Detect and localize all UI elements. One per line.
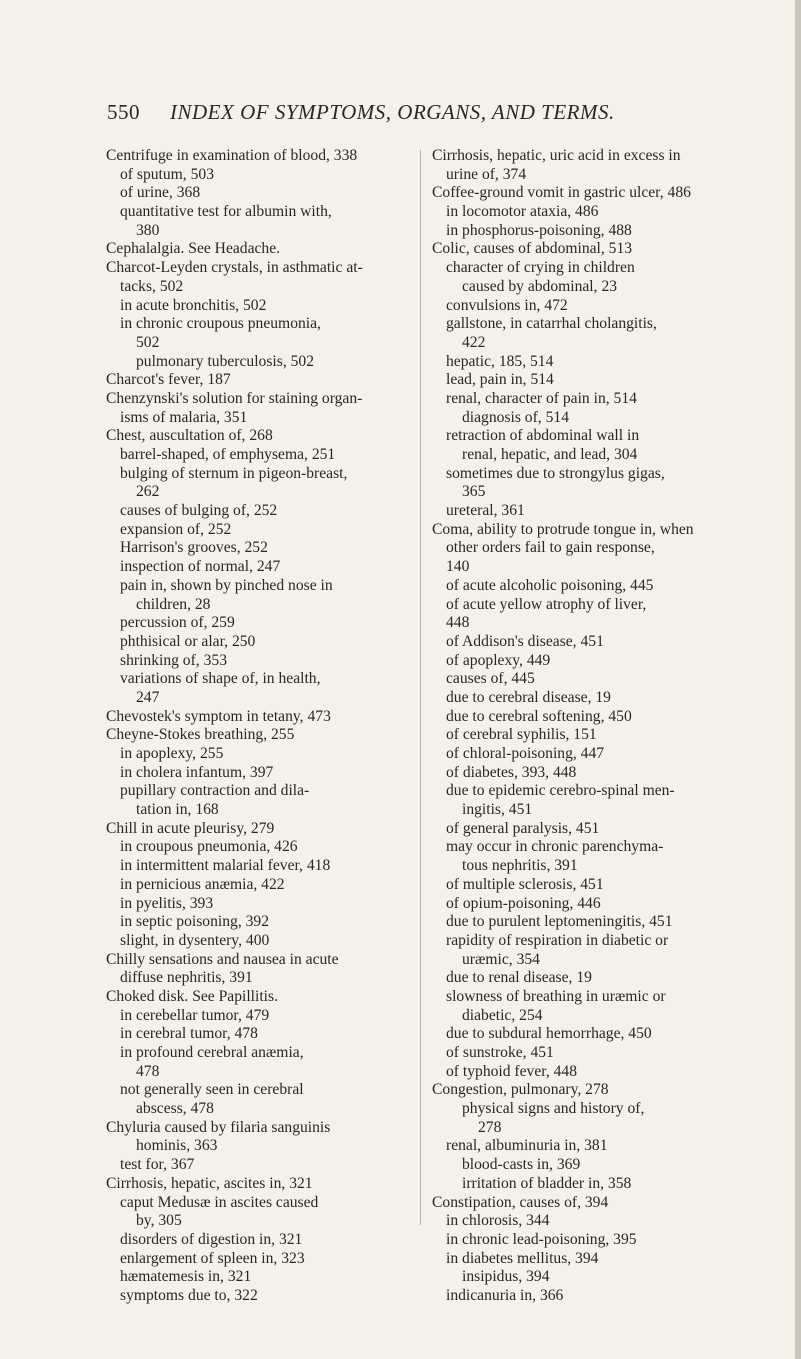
index-entry: Cheyne-Stokes breathing, 255: [106, 726, 295, 744]
index-entry: enlargement of spleen in, 323: [120, 1249, 305, 1267]
index-entry: 247: [136, 688, 160, 706]
index-entry: due to renal disease, 19: [446, 969, 592, 987]
index-entry: in cerebellar tumor, 479: [120, 1006, 270, 1024]
index-entry: abscess, 478: [136, 1100, 214, 1118]
index-entry: bulging of sternum in pigeon-breast,: [120, 464, 348, 482]
index-entry: 422: [462, 333, 486, 351]
index-entry: Chill in acute pleurisy, 279: [106, 819, 275, 837]
index-entry: ingitis, 451: [462, 801, 533, 819]
index-entry: of diabetes, 393, 448: [446, 763, 577, 781]
index-entry: of cerebral syphilis, 151: [446, 726, 597, 744]
index-entry: due to subdural hemorrhage, 450: [446, 1025, 652, 1043]
index-entry: by, 305: [136, 1212, 182, 1230]
index-entry: hæmatemesis in, 321: [120, 1268, 252, 1286]
index-entry: diffuse nephritis, 391: [120, 969, 253, 987]
index-entry: of sputum, 503: [120, 165, 214, 183]
index-entry: Coffee-ground vomit in gastric ulcer, 486: [432, 184, 691, 202]
index-entry: of multiple sclerosis, 451: [446, 875, 604, 893]
index-entry: rapidity of respiration in diabetic or: [446, 931, 669, 949]
index-entry: in pernicious anæmia, 422: [120, 875, 285, 893]
index-entry: hepatic, 185, 514: [446, 352, 554, 370]
index-entry: diagnosis of, 514: [462, 408, 569, 426]
index-entry: of sunstroke, 451: [446, 1044, 554, 1061]
index-entry: in cerebral tumor, 478: [120, 1025, 258, 1043]
index-entry: quantitative test for albumin with,: [120, 203, 332, 221]
index-entry: children, 28: [136, 595, 211, 613]
index-entry: Constipation, causes of, 394: [432, 1193, 609, 1211]
index-entry: pupillary contraction and dila-: [120, 782, 310, 800]
index-entry: slight, in dysentery, 400: [120, 931, 270, 949]
index-entry: uræmic, 354: [462, 950, 540, 968]
index-entry: Colic, causes of abdominal, 513: [432, 240, 633, 258]
index-entry: Charcot's fever, 187: [106, 371, 231, 389]
index-entry: physical signs and history of,: [462, 1100, 645, 1118]
index-entry: percussion of, 259: [120, 614, 235, 632]
index-entry: caput Medusæ in ascites caused: [120, 1193, 319, 1211]
index-entry: 365: [462, 483, 486, 501]
index-entry: due to epidemic cerebro-spinal men-: [446, 782, 675, 800]
index-entry: blood-casts in, 369: [462, 1156, 581, 1174]
index-entry: 478: [136, 1062, 160, 1080]
index-entry: Congestion, pulmonary, 278: [432, 1081, 609, 1099]
index-entry: Centrifuge in examination of blood, 338: [106, 147, 358, 164]
index-entry: in phosphorus-poisoning, 488: [446, 221, 632, 239]
index-entry: in profound cerebral anæmia,: [120, 1044, 304, 1061]
index-entry: renal, albuminuria in, 381: [446, 1137, 608, 1155]
index-entry: barrel-shaped, of emphysema, 251: [120, 446, 336, 463]
index-entry: Choked disk. See Papillitis.: [106, 987, 278, 1005]
index-entry: indicanuria in, 366: [446, 1286, 564, 1304]
index-entry: 380: [136, 221, 160, 239]
index-entry: Chest, auscultation of, 268: [106, 427, 273, 445]
index-entry: in apoplexy, 255: [120, 745, 224, 762]
index-entry: in chronic lead-poisoning, 395: [446, 1230, 637, 1248]
index-entry: renal, hepatic, and lead, 304: [462, 446, 638, 463]
page-number: 550: [107, 100, 140, 124]
index-entry: caused by abdominal, 23: [462, 277, 618, 295]
page-title: INDEX OF SYMPTOMS, ORGANS, AND TERMS.: [170, 100, 615, 124]
index-entry: in locomotor ataxia, 486: [446, 203, 599, 221]
index-entry: of chloral-poisoning, 447: [446, 745, 605, 762]
index-entry: of urine, 368: [120, 184, 201, 202]
index-entry: due to cerebral disease, 19: [446, 688, 611, 706]
index-entry: slowness of breathing in uræmic or: [446, 987, 666, 1005]
index-entry: Charcot-Leyden crystals, in asthmatic at-: [106, 259, 363, 277]
index-entry: 278: [478, 1118, 502, 1136]
index-entry: in chronic croupous pneumonia,: [120, 315, 321, 333]
index-entry: insipidus, 394: [462, 1268, 550, 1286]
index-entry: sometimes due to strongylus gigas,: [446, 464, 665, 482]
index-entry: 140: [446, 558, 470, 576]
index-entry: in acute bronchitis, 502: [120, 296, 267, 314]
index-entry: Harrison's grooves, 252: [120, 539, 268, 557]
index-entry: 448: [446, 614, 470, 632]
index-entry: test for, 367: [120, 1156, 195, 1174]
index-entry: due to purulent leptomeningitis, 451: [446, 913, 673, 931]
index-entry: not generally seen in cerebral: [120, 1081, 304, 1099]
index-entry: renal, character of pain in, 514: [446, 389, 637, 407]
index-entry: variations of shape of, in health,: [120, 670, 321, 688]
index-entry: causes of bulging of, 252: [120, 502, 278, 520]
index-entry: inspection of normal, 247: [120, 558, 281, 576]
index-entry: in intermittent malarial fever, 418: [120, 857, 331, 875]
index-entry: disorders of digestion in, 321: [120, 1230, 303, 1248]
index-entry: pain in, shown by pinched nose in: [120, 576, 333, 594]
index-entry: lead, pain in, 514: [446, 371, 554, 389]
index-entry: in cholera infantum, 397: [120, 763, 274, 781]
index-entry: phthisical or alar, 250: [120, 632, 256, 650]
index-entry: expansion of, 252: [120, 520, 232, 538]
index-entry: Coma, ability to protrude tongue in, when: [432, 520, 694, 538]
index-entry: character of crying in children: [446, 259, 635, 277]
index-entry: gallstone, in catarrhal cholangitis,: [446, 315, 657, 333]
index-entry: in chlorosis, 344: [446, 1212, 550, 1230]
index-entry: tous nephritis, 391: [462, 857, 578, 875]
index-entry: of general paralysis, 451: [446, 819, 600, 837]
index-entry: in croupous pneumonia, 426: [120, 838, 298, 856]
index-column-left: [106, 147, 416, 1306]
index-entry: shrinking of, 353: [120, 651, 227, 669]
index-entry: in pyelitis, 393: [120, 894, 214, 912]
index-entry: of typhoid fever, 448: [446, 1062, 578, 1080]
column-divider: [420, 150, 421, 1225]
index-entry: 262: [136, 483, 160, 501]
index-entry: may occur in chronic parenchyma-: [446, 838, 664, 856]
index-entry: of acute yellow atrophy of liver,: [446, 595, 647, 613]
page-header: [107, 100, 707, 130]
index-entry: due to cerebral softening, 450: [446, 707, 632, 725]
index-entry: isms of malaria, 351: [120, 408, 248, 426]
index-column-right: [432, 147, 740, 1306]
index-entry: Chenzynski's solution for staining organ-: [106, 389, 363, 407]
index-entry: Chyluria caused by filaria sanguinis: [106, 1118, 331, 1136]
index-entry: 502: [136, 333, 160, 351]
index-entry: ureteral, 361: [446, 502, 525, 520]
index-entry: tation in, 168: [136, 801, 219, 819]
index-entry: other orders fail to gain response,: [446, 539, 655, 557]
index-entry: of Addison's disease, 451: [446, 632, 604, 650]
index-entry: of opium-poisoning, 446: [446, 894, 601, 912]
index-entry: in diabetes mellitus, 394: [446, 1249, 599, 1267]
index-entry: of apoplexy, 449: [446, 651, 551, 669]
page-edge: [795, 0, 801, 1359]
index-entry: Cirrhosis, hepatic, uric acid in excess in: [432, 147, 681, 164]
index-entry: Chilly sensations and nausea in acute: [106, 950, 339, 968]
index-entry: causes of, 445: [446, 670, 535, 688]
index-entry: symptoms due to, 322: [120, 1286, 258, 1304]
index-entry: Cirrhosis, hepatic, ascites in, 321: [106, 1174, 313, 1192]
index-entry: of acute alcoholic poisoning, 445: [446, 576, 654, 594]
index-entry: tacks, 502: [120, 277, 184, 295]
index-entry: retraction of abdominal wall in: [446, 427, 640, 445]
index-entry: pulmonary tuberculosis, 502: [136, 352, 315, 370]
index-entry: irritation of bladder in, 358: [462, 1174, 632, 1192]
index-entry: Cephalalgia. See Headache.: [106, 240, 281, 258]
index-entry: convulsions in, 472: [446, 296, 568, 314]
index-entry: in septic poisoning, 392: [120, 913, 270, 931]
index-entry: urine of, 374: [446, 165, 527, 183]
index-entry: diabetic, 254: [462, 1006, 543, 1024]
index-entry: hominis, 363: [136, 1137, 218, 1155]
index-entry: Chevostek's symptom in tetany, 473: [106, 707, 331, 725]
